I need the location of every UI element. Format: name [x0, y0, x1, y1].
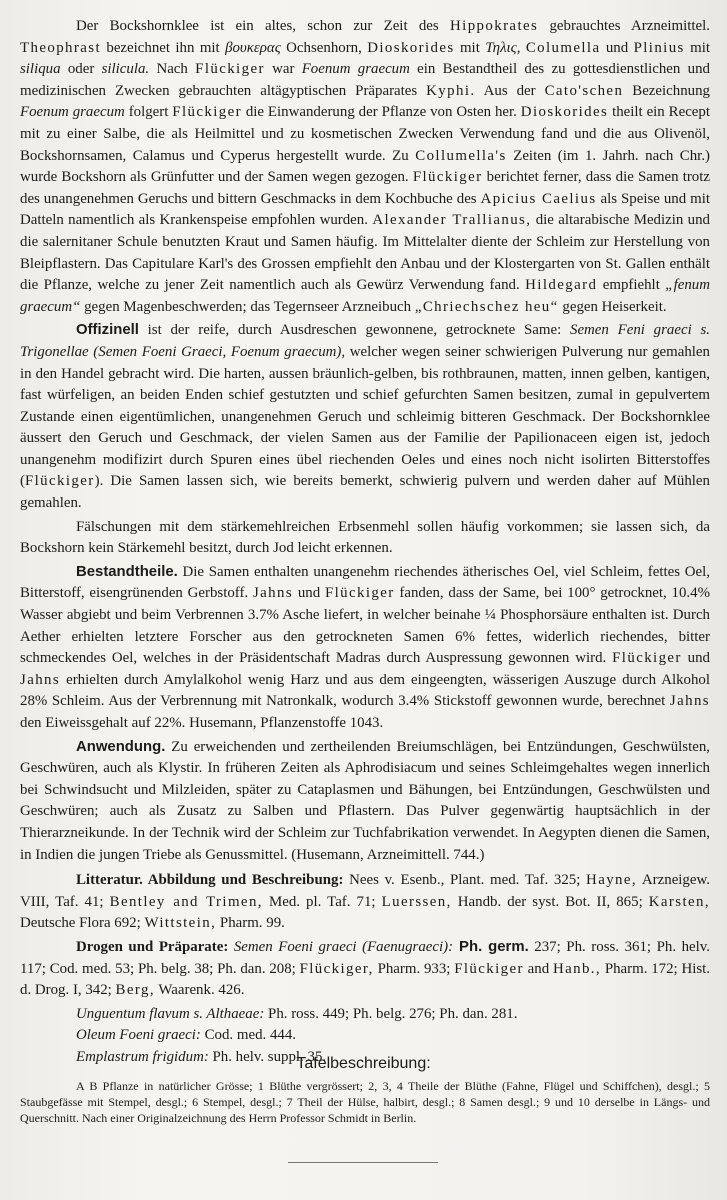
- person-name: Columella: [525, 39, 601, 56]
- person-name: Flückiger,: [299, 960, 374, 977]
- person-name: Berg,: [115, 982, 155, 999]
- term-name: „Chriechschez heu“: [414, 298, 559, 315]
- anwendung-paragraph: Anwendung. Zu erweichenden und zertheilenden Breiumschlägen, bei Entzündungen, Geschwülsten, Geschwüren, auch als Klystir. In früheren Zeiten als Aphrodisiacum und seines Schleimgehaltes wegen innerlich bei Schwindsucht und Milzleiden, später zu Cataplasmen und Bähungen, bei Entzündungen, Geschwülsten und Geschwüren; auch als Zusatz zu Salben und Pflastern. Das Pulver gegenwärtig hauptsächlich in der Thierarzneikunde. In der Technik wird der Schleim zur Tuchfabrikation verwendet. In Aegypten dienen die Samen, in Indien die jungen Triebe als Genussmittel. (Husemann, Arzneimittell. 744.): [20, 738, 710, 863]
- person-name: Jahns: [20, 671, 61, 688]
- person-name: Jahns: [252, 585, 294, 602]
- person-name: Hanb.,: [552, 960, 602, 977]
- body-text: [20, 16, 710, 1069]
- person-name: Luerssen,: [381, 893, 452, 910]
- term-name: Kyphi.: [426, 82, 476, 99]
- person-name: Dioskorides: [367, 39, 455, 56]
- section-heading: Litteratur.: [76, 872, 143, 889]
- person-name: Collumella's: [415, 147, 507, 164]
- person-name: Jahns: [669, 693, 710, 710]
- latin-term: silicula.: [101, 61, 150, 78]
- drogen-paragraph: Drogen und Präparate: Semen Foeni graeci (Faenugraeci): Ph. germ. 237; Ph. ross. 361; Ph. helv. 117; Cod. med. 53; Ph. belg. 38; Ph. dan. 208; Flückiger, Pharm. 933; Flückiger and Hanb., Pharm. 172; Hist. d. Drog. I, 342; Berg, Waarenk. 426.: [20, 938, 710, 999]
- person-name: Wittstein,: [144, 915, 217, 932]
- divider: [288, 1162, 438, 1163]
- history-paragraph: Der Bockshornklee ist ein altes, schon zur Zeit des Hippokrates gebrauchtes Arzneimittel. Theophrast bezeichnet ihn mit βουκερας Ochsenhorn, Dioskorides mit Τηλις, Columella und Plinius mit siliqua oder silicula. Nach Flückiger war Foenum graecum ein Bestandtheil des zu gottesdienstlichen und medizinischen Zwecken gebrauchten altägyptischen Präparates Kyphi. Aus der Cato'schen Bezeichnung Foenum graecum folgert Flückiger die Einwanderung der Pflanze von Osten her. Dioskorides theilt ein Recept mit zu einer Salbe, die als Heilmittel und zu kosmetischen Zwecken Verwendung fand und die aus Olivenöl, Bockshornsamen, Calamus und Cyperus hergestellt wurde. Zu Collumella's Zeiten (im 1. Jahrh. nach Chr.) wurde Bockshorn als Grünfutter und der Samen wegen gezogen. Flückiger berichtet ferner, dass die Samen trotz des unangenehmen Geruchs und bittern Geschmacks in dem Kochbuche des Apicius Caelius als Speise und mit Datteln namentlich als Krankenspeise empfohlen wurden. Alexander Trallianus, die altarabische Medizin und die salernitaner Schule benutzten Kraut und Samen häufig. Im Mittelalter diente der Schleim zur Herstellung von Bleipflastern. Das Capitulare Karl's des Grossen empfiehlt den Anbau und der Klostergarten von St. Gallen enthält die Pflanze, welche zu jener Zeit namentlich auch als Gewürz Verwendung fand. Hildegard empfiehlt „fenum graecum“ gegen Magenbeschwerden; das Tegernseer Arzneibuch „Chriechschez heu“ gegen Heiserkeit.: [20, 18, 711, 315]
- preparation-line: Unguentum flavum s. Althaeae: Ph. ross. 449; Ph. belg. 276; Ph. dan. 281.: [76, 1005, 518, 1022]
- section-heading: Bestandtheile.: [76, 563, 178, 580]
- person-name: Flückiger: [24, 473, 95, 490]
- person-name: Alexander Trallianus,: [372, 212, 532, 229]
- person-name: Flückiger: [195, 61, 265, 78]
- subsection-heading: Drogen und Präparate:: [76, 938, 229, 955]
- latin-term: Semen Feni graeci s. Trigonellae (Semen Foeni Graeci, Foenum graecum),: [20, 322, 710, 360]
- faelschungen-paragraph: Fälschungen mit dem stärkemehlreichen Erbsenmehl sollen häufig vorkommen; sie lassen sich, da Bockshorn kein Stärkemehl besitzt, durch Jod leicht erkennen.: [20, 518, 710, 557]
- greek-term: Τηλις,: [485, 39, 521, 56]
- plate-description-title: Tafelbeschreibung:: [296, 1055, 431, 1072]
- person-name: Hildegard: [525, 277, 598, 294]
- person-name: Bentley and Trimen,: [109, 893, 263, 910]
- person-name: Flückiger: [172, 104, 242, 121]
- person-name: Theophrast: [20, 39, 101, 56]
- person-name: Plinius: [633, 39, 685, 56]
- latin-term: „fenum graecum“: [20, 277, 710, 315]
- preparation-name: Emplastrum frigidum:: [76, 1048, 209, 1065]
- latin-term: siliqua: [20, 61, 61, 78]
- greek-term: βουκερας: [225, 39, 281, 56]
- person-name: Flückiger: [412, 169, 483, 186]
- preparation-name: Oleum Foeni graeci:: [76, 1027, 201, 1044]
- preparation-line: Oleum Foeni graeci: Cod. med. 444.: [76, 1027, 297, 1044]
- person-name: Flückiger: [324, 585, 395, 602]
- pharmacopoeia-ref: Ph. germ.: [453, 938, 529, 955]
- bestandtheile-paragraph: Bestandtheile. Die Samen enthalten unangenehm riechendes ätherisches Oel, viel Schleim, fettes Oel, Bitterstoff, eisengrünenden Gerbstoff. Jahns und Flückiger fanden, dass der Same, bei 100° getrocknet, 10.4% Wasser abgiebt und beim Verbrennen 3.7% Asche liefert, in welcher beinahe ¼ Phosphorsäure enthalten ist. Durch Aether erhielten letztere Forscher aus den getrockneten Samen 6% fettes, widerlich riechendes, bitter schmeckendes Oel, welches in der Präsidentschaft Madras durch Auspressung gewonnen wird. Flückiger und Jahns erhielten durch Amylalkohol wenig Harz und aus dem eingeengten, wässerigen Auszuge durch Alkohol 28% Schleim. Aus der Verbrennung mit Natronkalk, wodurch 3.4% Stickstoff gewonnen wurde, berechnet Jahns den Eiweissgehalt auf 22%. Husemann, Pflanzenstoffe 1043.: [20, 563, 711, 731]
- person-name: Cato'schen: [544, 82, 624, 99]
- plate-description: [20, 1078, 710, 1126]
- literatur-paragraph: Litteratur. Abbildung und Beschreibung: Nees v. Esenb., Plant. med. Taf. 325; Hayne, Arzneigew. VIII, Taf. 41; Bentley and Trimen, Med. pl. Taf. 71; Luerssen, Handb. der syst. Bot. II, 865; Karsten, Deutsche Flora 692; Wittstein, Pharm. 99.: [20, 872, 710, 932]
- person-name: Hayne,: [586, 872, 638, 889]
- offizinell-paragraph: Offizinell ist der reife, durch Ausdreschen gewonnene, getrocknete Same: Semen Feni graeci s. Trigonellae (Semen Foeni Graeci, Foenum graecum), welcher wegen seiner schwierigen Pulverung nur gemahlen in den Handel gebracht wird. Die harten, aussen bräunlich-gelben, bis rothbraunen, matten, innen gelben, kantigen, fast würfeligen, an beiden Enden schief gestutzten und schief gefurchten Samen besitzen, zumal in gepulvertem Zustande einen eigentümlichen, unangenehmen Geruch und schleimig bitteren Geschmack. Der Bockshornklee äussert den Geruch und Geschmack, der vielen Samen aus der Familie der Papilionaceen eigen ist, jedoch unangenehm modifizirt durch Spuren eines übel riechenden Oeles und eines noch nicht isolirten Bitterstoffes (Flückiger). Die Samen lassen sich, wie bereits bemerkt, schwierig pulvern und werden daher auf Mühlen gemahlen.: [20, 322, 710, 512]
- person-name: Apicius Caelius: [480, 190, 597, 207]
- person-name: Karsten,: [648, 893, 710, 910]
- section-heading: Anwendung.: [76, 738, 166, 755]
- section-heading: Offizinell: [76, 322, 139, 339]
- person-name: Flückiger: [454, 960, 524, 977]
- latin-term: Foenum graecum: [20, 104, 125, 121]
- preparation-line: Emplastrum frigidum: Ph. helv. suppl. 35.: [76, 1048, 327, 1065]
- preparation-name: Unguentum flavum s. Althaeae:: [76, 1005, 265, 1022]
- latin-term: Foenum graecum: [301, 61, 410, 78]
- person-name: Flückiger: [612, 650, 682, 667]
- plate-description-text: A B Pflanze in natürlicher Grösse; 1 Blüthe vergrössert; 2, 3, 4 Theile der Blüthe (Fahne, Flügel und Schiffchen), desgl.; 5 Staubgefässe mit Stempel, desgl.; 6 Stempel, desgl.; 7 Theil der Hülse, halbirt, desgl.; 8 Samen desgl.; 9 und 10 derselbe in Längs- und Querschnitt. Nach einer Originalzeichnung des Herrn Professor Schmidt in Berlin.: [20, 1079, 710, 1125]
- subsection-heading: Abbildung und Beschreibung:: [142, 872, 344, 889]
- person-name: Dioskorides: [520, 104, 609, 121]
- latin-term: Semen Foeni graeci (Faenugraeci):: [228, 938, 454, 955]
- person-name: Hippokrates: [450, 18, 539, 34]
